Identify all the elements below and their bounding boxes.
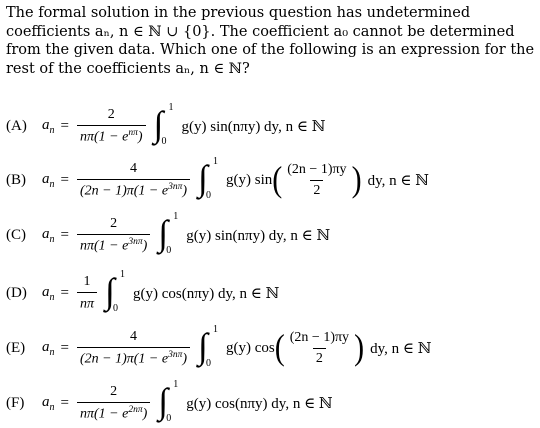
- option-a[interactable]: [6, 104, 325, 148]
- inner-fraction: ( $\frac{(2n - 1)\pi y}{2}$ ): [274, 327, 365, 368]
- fraction-numerator: 2: [110, 215, 118, 231]
- equals-sign: =: [60, 226, 69, 243]
- option-label: (C): [6, 226, 26, 243]
- option-label: (D): [6, 284, 27, 301]
- option-f[interactable]: [6, 381, 333, 425]
- coefficient-fraction: [77, 216, 150, 255]
- fraction-numerator: 1: [83, 273, 91, 289]
- lhs: $a_n$: [42, 283, 55, 303]
- lhs: $a_n$: [42, 393, 55, 413]
- equals-sign: =: [60, 117, 69, 134]
- fraction-numerator: 2: [110, 383, 118, 399]
- lhs: $a_n$: [42, 338, 55, 358]
- option-label: (F): [6, 394, 25, 411]
- option-d[interactable]: [6, 271, 279, 315]
- integral-sign: ∫ 1 0: [198, 156, 219, 201]
- coefficient-fraction: [77, 107, 146, 146]
- fraction-denominator: nπ: [77, 292, 97, 313]
- fraction-numerator: 4: [129, 160, 137, 176]
- coefficient-fraction: [77, 274, 97, 313]
- integral-sign: ∫ 1 0: [198, 324, 219, 369]
- lhs: $a_n$: [42, 225, 55, 245]
- integral-sign: ∫ 1 0: [158, 211, 179, 256]
- equals-sign: =: [60, 171, 69, 188]
- integrand: g(y) sin(nπy) dy, n ∈ ℕ: [181, 118, 326, 135]
- option-label: (E): [6, 339, 26, 356]
- inner-fraction: ( $\frac{(2n - 1)\pi y}{2}$ ): [272, 159, 362, 200]
- fraction-denominator: $n\pi(1 - e^{2n\pi})$: [77, 402, 150, 423]
- equals-sign: =: [60, 339, 69, 356]
- integral-sign: ∫ 1 0: [153, 102, 174, 147]
- integrand-prefix: g(y) sin: [226, 171, 273, 188]
- lhs: $a_n$: [42, 116, 55, 136]
- fraction-numerator: 2: [107, 106, 115, 122]
- option-label: (A): [6, 117, 27, 134]
- fraction-denominator: $(2n - 1)\pi(1 - e^{3n\pi})$: [77, 179, 190, 200]
- integrand: g(y) sin(nπy) dy, n ∈ ℕ: [186, 227, 331, 244]
- integrand-prefix: g(y) cos: [226, 339, 275, 356]
- equals-sign: =: [60, 284, 69, 301]
- integrand-suffix: dy, n ∈ ℕ: [367, 172, 429, 189]
- integral-sign: ∫ 1 0: [158, 379, 179, 424]
- question-text: The formal solution in the previous question has undetermined coefficients aₙ, n ∈ ℕ ∪ {0}. The coefficient a₀ cannot be determined from the given data. Which one of the following is an expression for the rest of the coefficients aₙ, n ∈ ℕ?: [6, 5, 535, 77]
- option-label: (B): [6, 171, 26, 188]
- equals-sign: =: [60, 394, 69, 411]
- fraction-numerator: 4: [129, 328, 137, 344]
- option-e[interactable]: [6, 326, 431, 370]
- integrand: g(y) cos(nπy) dy, n ∈ ℕ: [186, 395, 333, 412]
- integrand: g(y) cos(nπy) dy, n ∈ ℕ: [132, 285, 280, 302]
- fraction-denominator: $(2n - 1)\pi(1 - e^{3n\pi})$: [77, 347, 190, 368]
- coefficient-fraction: [77, 384, 150, 423]
- lhs: $a_n$: [42, 170, 55, 190]
- coefficient-fraction: [77, 161, 190, 200]
- integral-sign: ∫ 1 0: [104, 269, 125, 314]
- fraction-denominator: $n\pi(1 - e^{n\pi})$: [77, 125, 146, 146]
- option-c[interactable]: [6, 213, 330, 257]
- coefficient-fraction: [77, 329, 190, 368]
- integrand-suffix: dy, n ∈ ℕ: [370, 340, 432, 357]
- fraction-denominator: $n\pi(1 - e^{3n\pi})$: [77, 234, 150, 255]
- option-b[interactable]: [6, 158, 429, 202]
